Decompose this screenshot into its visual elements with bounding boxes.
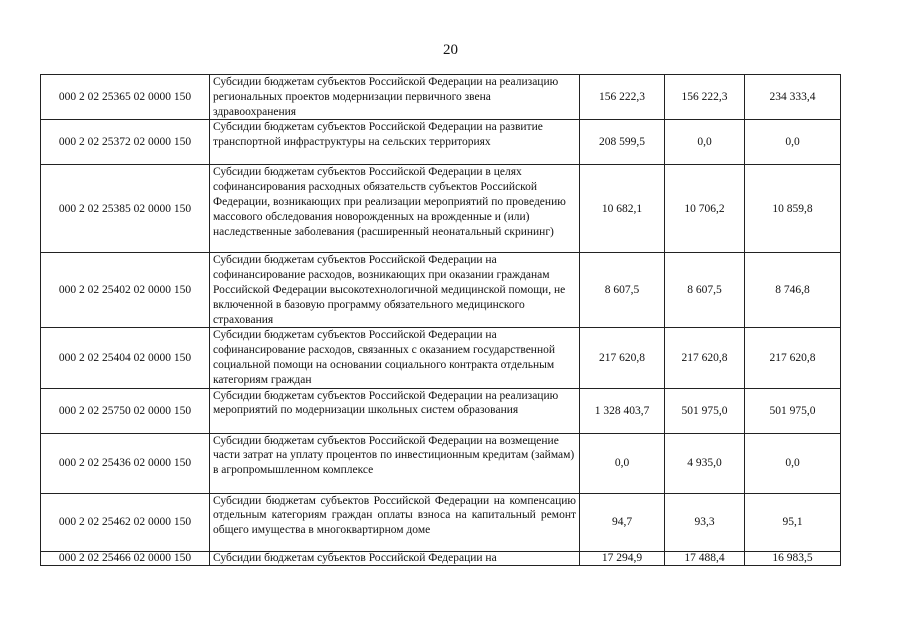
- budget-code: 000 2 02 25750 02 0000 150: [41, 388, 210, 433]
- amount-year-3: 16 983,5: [745, 551, 841, 565]
- budget-table: [40, 74, 841, 566]
- budget-code: 000 2 02 25402 02 0000 150: [41, 253, 210, 328]
- amount-year-3: 234 333,4: [745, 75, 841, 120]
- amount-year-2: 4 935,0: [665, 433, 745, 493]
- table-row: [41, 328, 841, 388]
- table-row: [41, 493, 841, 551]
- amount-year-1: 208 599,5: [580, 120, 665, 165]
- budget-code: 000 2 02 25466 02 0000 150: [41, 551, 210, 565]
- amount-year-1: 17 294,9: [580, 551, 665, 565]
- description: Субсидии бюджетам субъектов Российской Федерации на: [210, 551, 580, 565]
- description: Субсидии бюджетам субъектов Российской Федерации на развитие транспортной инфраструктуры на сельских территориях: [210, 120, 580, 165]
- amount-year-3: 501 975,0: [745, 388, 841, 433]
- budget-code: 000 2 02 25385 02 0000 150: [41, 165, 210, 253]
- amount-year-1: 8 607,5: [580, 253, 665, 328]
- table-row: [41, 120, 841, 165]
- budget-code: 000 2 02 25365 02 0000 150: [41, 75, 210, 120]
- amount-year-1: 1 328 403,7: [580, 388, 665, 433]
- description: Субсидии бюджетам субъектов Российской Федерации на софинансирование расходов, возникающих при оказании гражданам Российской Федерации высокотехнологичной медицинской помощи, не включенной в базовую программу обязательного медицинского страхования: [210, 253, 580, 328]
- description: Субсидии бюджетам субъектов Российской Федерации на софинансирование расходов, связанных с оказанием государственной социальной помощи на основании социального контракта отдельным категориям граждан: [210, 328, 580, 388]
- amount-year-3: 8 746,8: [745, 253, 841, 328]
- table-row: [41, 75, 841, 120]
- table-row: [41, 253, 841, 328]
- amount-year-1: 156 222,3: [580, 75, 665, 120]
- amount-year-3: 10 859,8: [745, 165, 841, 253]
- budget-code: 000 2 02 25436 02 0000 150: [41, 433, 210, 493]
- table-row: [41, 165, 841, 253]
- table-row: [41, 433, 841, 493]
- amount-year-3: 95,1: [745, 493, 841, 551]
- amount-year-2: 10 706,2: [665, 165, 745, 253]
- description: Субсидии бюджетам субъектов Российской Федерации на реализацию региональных проектов модернизации первичного звена здравоохранения: [210, 75, 580, 120]
- budget-code: 000 2 02 25372 02 0000 150: [41, 120, 210, 165]
- description: Субсидии бюджетам субъектов Российской Федерации на возмещение части затрат на уплату процентов по инвестиционным кредитам (займам) в агропромышленном комплексе: [210, 433, 580, 493]
- amount-year-1: 10 682,1: [580, 165, 665, 253]
- amount-year-3: 0,0: [745, 120, 841, 165]
- amount-year-2: 17 488,4: [665, 551, 745, 565]
- description: Субсидии бюджетам субъектов Российской Федерации на компенсацию отдельным категориям граждан оплаты взноса на капитальный ремонт общего имущества в многоквартирном доме: [210, 493, 580, 551]
- description: Субсидии бюджетам субъектов Российской Федерации на реализацию мероприятий по модернизации школьных систем образования: [210, 388, 580, 433]
- amount-year-1: 217 620,8: [580, 328, 665, 388]
- table-row: [41, 551, 841, 565]
- amount-year-1: 94,7: [580, 493, 665, 551]
- amount-year-2: 0,0: [665, 120, 745, 165]
- budget-code: 000 2 02 25404 02 0000 150: [41, 328, 210, 388]
- table-row: [41, 388, 841, 433]
- page-number: 20: [443, 42, 458, 58]
- amount-year-3: 0,0: [745, 433, 841, 493]
- amount-year-1: 0,0: [580, 433, 665, 493]
- amount-year-2: 156 222,3: [665, 75, 745, 120]
- amount-year-3: 217 620,8: [745, 328, 841, 388]
- amount-year-2: 217 620,8: [665, 328, 745, 388]
- description: Субсидии бюджетам субъектов Российской Федерации в целях софинансирования расходных обязательств субъектов Российской Федерации, возникающих при реализации мероприятий по проведению массового обследования новорожденных на врожденные и (или) наследственные заболевания (расширенный неонатальный скрининг): [210, 165, 580, 253]
- amount-year-2: 8 607,5: [665, 253, 745, 328]
- amount-year-2: 501 975,0: [665, 388, 745, 433]
- budget-code: 000 2 02 25462 02 0000 150: [41, 493, 210, 551]
- amount-year-2: 93,3: [665, 493, 745, 551]
